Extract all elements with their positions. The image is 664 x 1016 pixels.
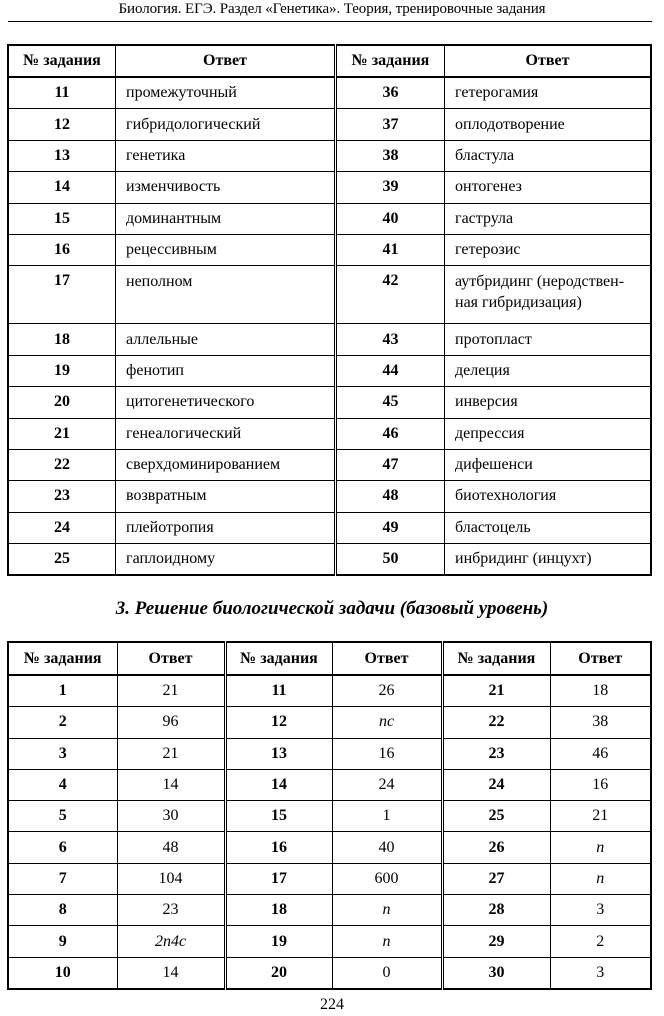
header-rule [8, 21, 652, 22]
task-number: 17 [225, 863, 332, 894]
answer: 18 [550, 675, 651, 707]
task-number: 20 [225, 957, 332, 989]
table-header-row [8, 642, 651, 675]
answer: онтогенез [445, 172, 652, 203]
task-number: 25 [442, 801, 550, 832]
task-number: 45 [336, 387, 445, 418]
task-number: 18 [225, 895, 332, 926]
task-number: 37 [336, 109, 445, 140]
task-number: 24 [442, 769, 550, 800]
answer: 600 [332, 863, 442, 894]
task-number: 15 [8, 203, 116, 234]
col-header-answer: Ответ [116, 45, 336, 77]
answer: 38 [550, 707, 651, 738]
answer: 21 [117, 738, 225, 769]
table-row [8, 77, 651, 109]
table-row [8, 266, 651, 324]
answer: 1 [332, 801, 442, 832]
task-number: 40 [336, 203, 445, 234]
table-row [8, 203, 651, 234]
answer: цитогенетического [116, 387, 336, 418]
task-number: 13 [225, 738, 332, 769]
answer: 16 [550, 769, 651, 800]
task-number: 22 [442, 707, 550, 738]
answer: п [550, 832, 651, 863]
table-row [8, 832, 651, 863]
page-number: 224 [320, 996, 344, 1013]
col-header-task-number: № задания [8, 642, 117, 675]
col-header-task-number: № задания [336, 45, 445, 77]
answer [445, 266, 652, 324]
answer: 2п4с [117, 926, 225, 957]
table-row [8, 418, 651, 449]
answer: изменчивость [116, 172, 336, 203]
task-number: 17 [8, 266, 116, 324]
task-number: 50 [336, 544, 445, 576]
task-number: 43 [336, 324, 445, 355]
task-number: 47 [336, 449, 445, 480]
task-number: 23 [8, 481, 116, 512]
answer: генеалогический [116, 418, 336, 449]
task-number: 12 [225, 707, 332, 738]
table-row [8, 355, 651, 386]
task-number: 16 [225, 832, 332, 863]
table-row [8, 234, 651, 265]
answer: 96 [117, 707, 225, 738]
answer: пс [332, 707, 442, 738]
task-number: 41 [336, 234, 445, 265]
task-number: 38 [336, 140, 445, 171]
task-number: 42 [336, 266, 445, 324]
answer: 3 [550, 957, 651, 989]
task-number: 39 [336, 172, 445, 203]
task-number: 10 [8, 957, 117, 989]
answer: депрессия [445, 418, 652, 449]
answer: 0 [332, 957, 442, 989]
task-number: 30 [442, 957, 550, 989]
col-header-task-number: № задания [442, 642, 550, 675]
task-number: 4 [8, 769, 117, 800]
table-row [8, 109, 651, 140]
table-row [8, 738, 651, 769]
task-number: 22 [8, 449, 116, 480]
answer: генетика [116, 140, 336, 171]
task-number: 44 [336, 355, 445, 386]
answers-table-problems [7, 641, 652, 990]
answer: возвратным [116, 481, 336, 512]
answer: промежуточный [116, 77, 336, 109]
answer: инбридинг (инцухт) [445, 544, 652, 576]
task-number: 28 [442, 895, 550, 926]
task-number: 19 [225, 926, 332, 957]
answer: 16 [332, 738, 442, 769]
answer: фенотип [116, 355, 336, 386]
task-number: 7 [8, 863, 117, 894]
task-number: 16 [8, 234, 116, 265]
task-number: 1 [8, 675, 117, 707]
task-number: 49 [336, 512, 445, 543]
col-header-task-number: № задания [8, 45, 116, 77]
task-number: 21 [8, 418, 116, 449]
answer: п [332, 926, 442, 957]
table-row [8, 769, 651, 800]
task-number: 11 [8, 77, 116, 109]
answer: 40 [332, 832, 442, 863]
answer: 2 [550, 926, 651, 957]
task-number: 20 [8, 387, 116, 418]
task-number: 14 [8, 172, 116, 203]
answer: 21 [117, 675, 225, 707]
answer: 14 [117, 769, 225, 800]
task-number: 19 [8, 355, 116, 386]
col-header-answer: Ответ [445, 45, 652, 77]
answer: 23 [117, 895, 225, 926]
table-row [8, 481, 651, 512]
table-row [8, 449, 651, 480]
section-title: 3. Решение биологической задачи (базовый уровень) [115, 598, 549, 619]
answer: бластула [445, 140, 652, 171]
answer: 30 [117, 801, 225, 832]
answer: гаплоидному [116, 544, 336, 576]
task-number: 27 [442, 863, 550, 894]
col-header-answer: Ответ [332, 642, 442, 675]
task-number: 23 [442, 738, 550, 769]
answers-table-terms [7, 44, 652, 576]
answer: гибридологический [116, 109, 336, 140]
table-row [8, 707, 651, 738]
answer: п [550, 863, 651, 894]
table-row [8, 140, 651, 171]
answer: биотехнология [445, 481, 652, 512]
answer: бластоцель [445, 512, 652, 543]
table-row [8, 926, 651, 957]
answer: 104 [117, 863, 225, 894]
task-number: 25 [8, 544, 116, 576]
task-number: 9 [8, 926, 117, 957]
answer: 14 [117, 957, 225, 989]
task-number: 46 [336, 418, 445, 449]
answer: дифешенси [445, 449, 652, 480]
answer: 26 [332, 675, 442, 707]
task-number: 3 [8, 738, 117, 769]
answer: 3 [550, 895, 651, 926]
answer: гаструла [445, 203, 652, 234]
answer: оплодотворение [445, 109, 652, 140]
answer: аллельные [116, 324, 336, 355]
table-row [8, 895, 651, 926]
task-number: 26 [442, 832, 550, 863]
answer: сверхдоминированием [116, 449, 336, 480]
answer: 48 [117, 832, 225, 863]
answer: инверсия [445, 387, 652, 418]
task-number: 11 [225, 675, 332, 707]
task-number: 48 [336, 481, 445, 512]
answer: плейотропия [116, 512, 336, 543]
running-header: Биология. ЕГЭ. Раздел «Генетика». Теория, тренировочные задания [118, 1, 546, 17]
task-number: 18 [8, 324, 116, 355]
task-number: 15 [225, 801, 332, 832]
col-header-task-number: № задания [225, 642, 332, 675]
task-number: 24 [8, 512, 116, 543]
table-row [8, 675, 651, 707]
table-row [8, 544, 651, 576]
answer-line: ная гибридизация) [455, 294, 582, 312]
answer: неполном [116, 266, 336, 324]
task-number: 14 [225, 769, 332, 800]
answer: рецессивным [116, 234, 336, 265]
task-number: 6 [8, 832, 117, 863]
table-header-row [8, 45, 651, 77]
table-row [8, 512, 651, 543]
table-row [8, 324, 651, 355]
task-number: 2 [8, 707, 117, 738]
task-number: 21 [442, 675, 550, 707]
answer: делеция [445, 355, 652, 386]
task-number: 29 [442, 926, 550, 957]
table-row [8, 957, 651, 989]
answer: 21 [550, 801, 651, 832]
answer-line: аутбридинг (неродствен- [455, 273, 625, 291]
task-number: 13 [8, 140, 116, 171]
task-number: 36 [336, 77, 445, 109]
answer: гетерозис [445, 234, 652, 265]
task-number: 12 [8, 109, 116, 140]
table-row [8, 801, 651, 832]
task-number: 5 [8, 801, 117, 832]
answer: протопласт [445, 324, 652, 355]
answer: доминантным [116, 203, 336, 234]
answer: гетерогамия [445, 77, 652, 109]
table-row [8, 172, 651, 203]
task-number: 8 [8, 895, 117, 926]
col-header-answer: Ответ [117, 642, 225, 675]
answer: 46 [550, 738, 651, 769]
answer: 24 [332, 769, 442, 800]
table-row [8, 387, 651, 418]
answer: п [332, 895, 442, 926]
col-header-answer: Ответ [550, 642, 651, 675]
table-row [8, 863, 651, 894]
